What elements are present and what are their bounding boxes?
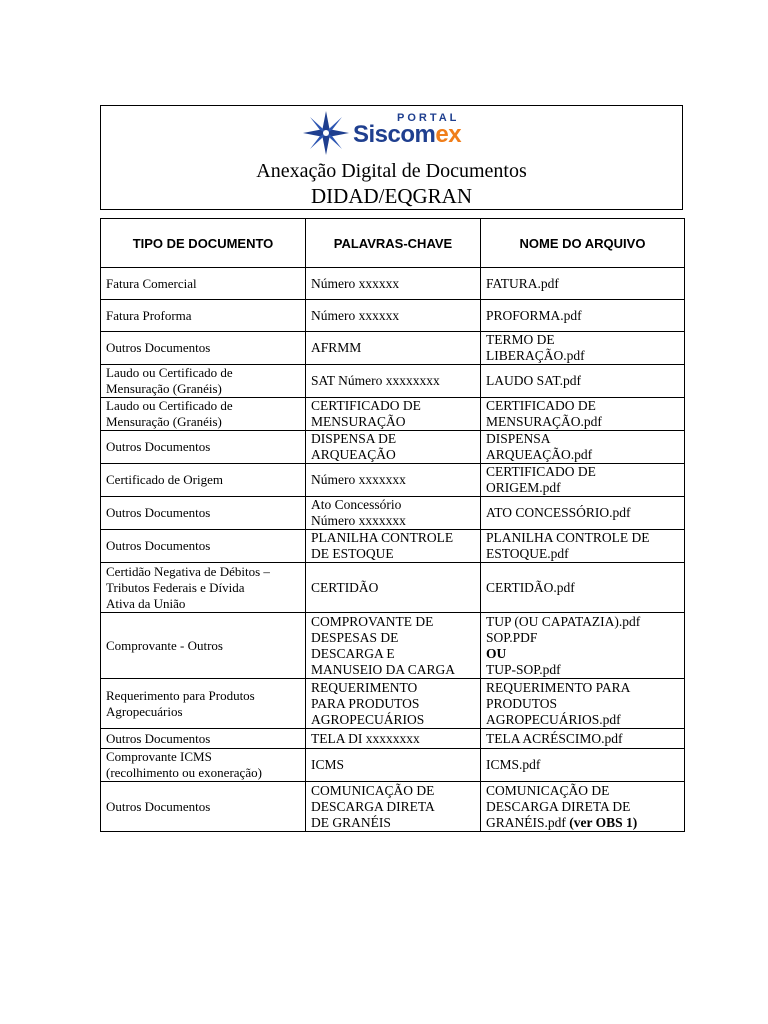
cell-text-line: TELA ACRÉSCIMO.pdf (486, 730, 623, 746)
cell-text-line: PLANILHA CONTROLE DE (486, 530, 650, 545)
cell-text-line: Outros Documentos (106, 340, 211, 355)
cell-tipo-documento (101, 749, 306, 782)
cell-palavras-chave (306, 679, 481, 729)
cell-tipo-documento (101, 365, 306, 398)
cell-text-line: TUP (OU CAPATAZIA).pdf (486, 613, 641, 629)
cell-text-line: TELA DI xxxxxxxx (311, 730, 420, 746)
table-row (101, 563, 685, 613)
cell-text-line: ARQUEAÇÃO.pdf (486, 447, 593, 462)
cell-text-line: ESTOQUE.pdf (486, 546, 569, 561)
cell-text-line: TUP-SOP.pdf (486, 661, 561, 677)
table-row (101, 365, 685, 398)
cell-text-line: DESCARGA DIRETA (311, 798, 435, 814)
obs-note: (ver OBS 1) (569, 814, 638, 830)
table-row (101, 749, 685, 782)
cell-nome-arquivo (481, 679, 685, 729)
documents-table (100, 218, 685, 832)
cell-nome-arquivo (481, 729, 685, 749)
cell-palavras-chave (306, 497, 481, 530)
cell-palavras-chave (306, 613, 481, 679)
table-header-row (101, 219, 685, 268)
cell-text-line: ATO CONCESSÓRIO.pdf (486, 505, 631, 520)
table-row (101, 268, 685, 300)
cell-text-line: MANUSEIO DA CARGA (311, 661, 456, 677)
table-body (101, 268, 685, 832)
cell-palavras-chave (306, 300, 481, 332)
cell-text-line: PARA PRODUTOS (311, 695, 420, 711)
cell-text-line: PROFORMA.pdf (486, 307, 582, 323)
cell-tipo-documento (101, 300, 306, 332)
cell-text-line: LAUDO SAT.pdf (486, 373, 581, 388)
header-nome-arquivo: NOME DO ARQUIVO (481, 219, 685, 268)
cell-text-line: Outros Documentos (106, 798, 211, 814)
cell-nome-arquivo (481, 782, 685, 832)
cell-text-line: COMPROVANTE DE (311, 613, 434, 629)
cell-text-line: COMUNICAÇÃO DE (486, 782, 610, 798)
cell-tipo-documento (101, 398, 306, 431)
cell-tipo-documento (101, 497, 306, 530)
cell-palavras-chave (306, 268, 481, 300)
cell-nome-arquivo (481, 300, 685, 332)
document-subtitle: DIDAD/EQGRAN (311, 184, 472, 208)
table-row (101, 398, 685, 431)
cell-text-line: DESCARGA DIRETA DE (486, 798, 631, 814)
cell-text-line: Agropecuários (106, 703, 183, 719)
table-row (101, 497, 685, 530)
cell-tipo-documento (101, 530, 306, 563)
cell-palavras-chave (306, 365, 481, 398)
header-tipo-documento: TIPO DE DOCUMENTO (101, 219, 306, 268)
document-header (100, 105, 683, 210)
cell-nome-arquivo (481, 613, 685, 679)
cell-text-line: Laudo ou Certificado de (106, 398, 233, 413)
cell-text-line: AGROPECUÁRIOS.pdf (486, 711, 621, 727)
cell-text-line: DE ESTOQUE (311, 546, 394, 561)
logo-portal-text: PORTAL (397, 112, 460, 124)
cell-tipo-documento (101, 729, 306, 749)
cell-text-line: REQUERIMENTO (311, 679, 418, 695)
cell-text-line: Ato Concessório (311, 497, 402, 512)
table-row (101, 530, 685, 563)
table-row (101, 782, 685, 832)
siscomex-logo (301, 109, 476, 157)
cell-tipo-documento (101, 613, 306, 679)
cell-tipo-documento (101, 563, 306, 613)
table-row (101, 332, 685, 365)
cell-text-line: Certidão Negativa de Débitos – (106, 563, 270, 579)
cell-text-line: Número xxxxxxx (311, 513, 406, 528)
cell-text-line: LIBERAÇÃO.pdf (486, 348, 585, 363)
cell-text-line: AGROPECUÁRIOS (311, 711, 425, 727)
cell-palavras-chave (306, 530, 481, 563)
cell-text-line: Comprovante - Outros (106, 637, 223, 653)
header-palavras-chave: PALAVRAS-CHAVE (306, 219, 481, 268)
compass-star-icon (301, 109, 351, 157)
cell-tipo-documento (101, 268, 306, 300)
cell-nome-arquivo (481, 497, 685, 530)
cell-text-line: CERTIFICADO DE (311, 398, 421, 413)
cell-nome-arquivo (481, 365, 685, 398)
cell-text-line: Ativa da União (106, 595, 186, 611)
cell-tipo-documento (101, 431, 306, 464)
cell-text-line: Fatura Comercial (106, 275, 197, 291)
cell-text-line: Requerimento para Produtos (106, 687, 255, 703)
cell-text-line: AFRMM (311, 340, 362, 355)
cell-text-line: MENSURAÇÃO (311, 414, 406, 429)
cell-text-line: PRODUTOS (486, 695, 558, 711)
cell-text-line: Número xxxxxx (311, 275, 400, 291)
cell-nome-arquivo (481, 749, 685, 782)
cell-text-line: CERTIFICADO DE (486, 464, 596, 479)
logo-wordmark-part2: ex (435, 121, 462, 148)
table-row (101, 679, 685, 729)
cell-text-line: CERTIFICADO DE (486, 398, 596, 413)
cell-text-line: Mensuração (Granéis) (106, 414, 222, 429)
cell-nome-arquivo (481, 563, 685, 613)
cell-text-line: DE GRANÉIS (311, 814, 391, 830)
cell-nome-arquivo (481, 398, 685, 431)
cell-palavras-chave (306, 332, 481, 365)
cell-text-line: Número xxxxxx (311, 307, 400, 323)
cell-text-line: ICMS.pdf (486, 757, 541, 772)
cell-tipo-documento (101, 679, 306, 729)
cell-text-line: Número xxxxxxx (311, 472, 406, 487)
cell-palavras-chave (306, 782, 481, 832)
cell-text-line: ORIGEM.pdf (486, 480, 561, 495)
cell-nome-arquivo (481, 431, 685, 464)
cell-text-line: Outros Documentos (106, 538, 211, 553)
cell-text-line: DESCARGA E (311, 645, 395, 661)
cell-text-line: Tributos Federais e Dívida (106, 579, 245, 595)
cell-palavras-chave (306, 464, 481, 497)
table-row (101, 613, 685, 679)
cell-text-line: OU (486, 645, 507, 661)
cell-text-line: FATURA.pdf (486, 275, 559, 291)
cell-text-line: ICMS (311, 757, 345, 772)
cell-text-line: SAT Número xxxxxxxx (311, 373, 440, 388)
cell-text-line: SOP.PDF (486, 629, 538, 645)
cell-text-line: REQUERIMENTO PARA (486, 679, 631, 695)
cell-nome-arquivo (481, 530, 685, 563)
cell-tipo-documento (101, 782, 306, 832)
document-title: Anexação Digital de Documentos (256, 160, 527, 182)
cell-palavras-chave (306, 431, 481, 464)
cell-text-line (486, 815, 679, 831)
cell-palavras-chave (306, 398, 481, 431)
cell-nome-arquivo (481, 464, 685, 497)
cell-text-line: DISPENSA DE (311, 431, 397, 446)
table-row (101, 431, 685, 464)
cell-tipo-documento (101, 464, 306, 497)
cell-palavras-chave (306, 563, 481, 613)
cell-text-line: DESPESAS DE (311, 629, 399, 645)
cell-text-line: TERMO DE (486, 332, 555, 347)
cell-text-line: Mensuração (Granéis) (106, 381, 222, 396)
cell-text-line: Laudo ou Certificado de (106, 365, 233, 380)
cell-text-line: Outros Documentos (106, 505, 211, 520)
cell-text-line: (recolhimento ou exoneração) (106, 765, 262, 780)
cell-text-line: Outros Documentos (106, 439, 211, 454)
cell-text: GRANÉIS.pdf (486, 814, 566, 830)
logo-wordmark-part1: Siscom (353, 121, 436, 148)
cell-nome-arquivo (481, 332, 685, 365)
table-row (101, 300, 685, 332)
logo-wordmark (353, 121, 461, 149)
cell-tipo-documento (101, 332, 306, 365)
table-row (101, 729, 685, 749)
cell-text-line: CERTIDÃO (311, 579, 379, 595)
cell-text-line: Fatura Proforma (106, 307, 192, 323)
cell-text-line: ARQUEAÇÃO (311, 447, 396, 462)
cell-text-line: CERTIDÃO.pdf (486, 579, 575, 595)
cell-palavras-chave (306, 749, 481, 782)
cell-text-line: Certificado de Origem (106, 472, 223, 487)
cell-text-line: DISPENSA (486, 431, 551, 446)
table-row (101, 464, 685, 497)
cell-text-line: Outros Documentos (106, 730, 211, 746)
cell-palavras-chave (306, 729, 481, 749)
cell-text-line: PLANILHA CONTROLE (311, 530, 454, 545)
cell-text-line: Comprovante ICMS (106, 749, 212, 764)
cell-nome-arquivo (481, 268, 685, 300)
cell-text-line: MENSURAÇÃO.pdf (486, 414, 602, 429)
cell-text-line: COMUNICAÇÃO DE (311, 782, 435, 798)
